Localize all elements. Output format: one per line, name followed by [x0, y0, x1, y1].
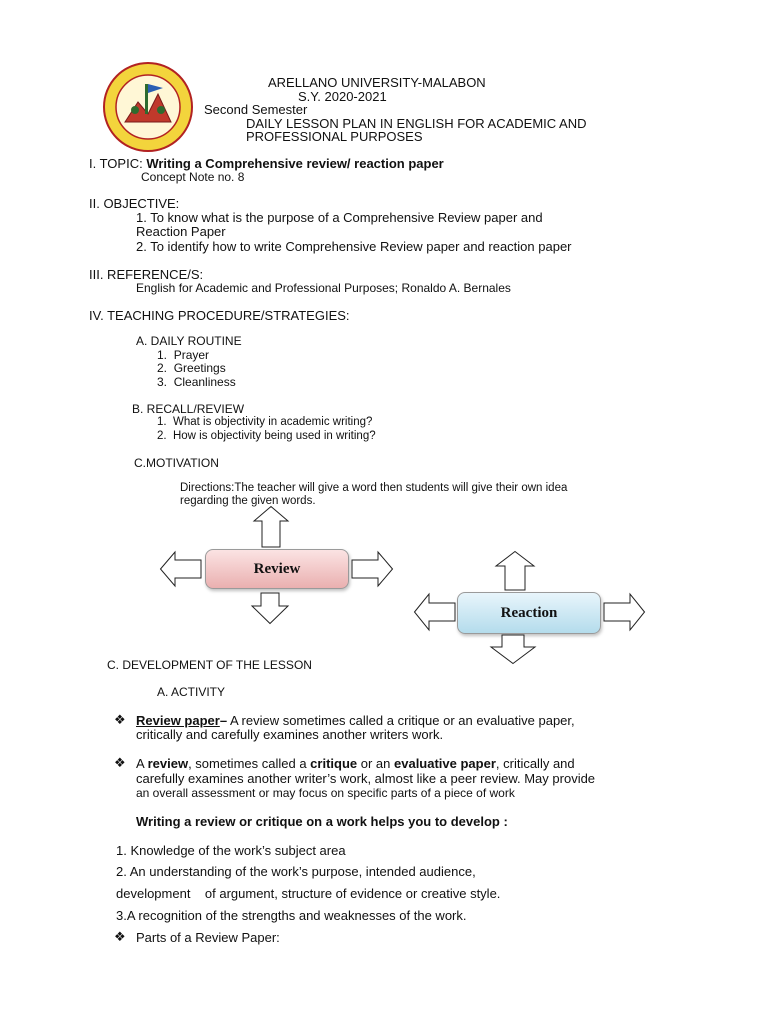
- lesson-plan-title-line1: DAILY LESSON PLAN IN ENGLISH FOR ACADEMIC AND: [246, 116, 587, 131]
- bullet2-line3: an overall assessment or may focus on specific parts of a piece of work: [136, 786, 515, 800]
- reaction-down-arrow-icon: [490, 634, 536, 664]
- reference-value: English for Academic and Professional Purposes; Ronaldo A. Bernales: [136, 281, 511, 295]
- list-item: 2. Greetings: [157, 361, 226, 375]
- list-item: 3. Cleanliness: [157, 375, 236, 389]
- text-run: A: [136, 756, 148, 771]
- list-item-text: Cleanliness: [173, 375, 236, 389]
- objective-item1-line2: Reaction Paper: [136, 224, 226, 239]
- point3: 3.A recognition of the strengths and weaknesses of the work.: [116, 908, 467, 923]
- reaction-left-arrow-icon: [414, 593, 456, 631]
- review-down-arrow-icon: [251, 592, 289, 624]
- bullet1-line2: critically and carefully examines another writers work.: [136, 727, 444, 742]
- list-item: 1. Prayer: [157, 348, 210, 362]
- develop-heading: Writing a review or critique on a work helps you to develop :: [136, 814, 508, 829]
- topic-label: I. TOPIC:: [89, 156, 147, 171]
- school-year: S.Y. 2020-2021: [298, 89, 387, 104]
- bullet1-rest: A review sometimes called a critique or an evaluative paper,: [227, 713, 575, 728]
- recall-label: B. RECALL/REVIEW: [132, 402, 245, 416]
- text-run: or an: [357, 756, 394, 771]
- reaction-right-arrow-icon: [603, 593, 645, 631]
- topic-value: Writing a Comprehensive review/ reaction paper: [146, 156, 444, 171]
- critique-term: critique: [310, 756, 358, 771]
- parts-heading: Parts of a Review Paper:: [136, 930, 280, 945]
- review-term: review: [147, 756, 189, 771]
- concept-note: Concept Note no. 8: [141, 170, 245, 184]
- bullet2-line1: [136, 756, 575, 771]
- review-up-arrow-icon: [253, 506, 289, 548]
- list-item-text: Greetings: [173, 361, 226, 375]
- text-run: , critically and: [495, 756, 575, 771]
- point1: 1. Knowledge of the work’s subject area: [116, 843, 346, 858]
- bullet2-line2: carefully examines another writer’s work, almost like a peer review. May provide: [136, 771, 596, 786]
- list-item: 1. What is objectivity in academic writing?: [157, 416, 373, 428]
- list-item-text: What is objectivity in academic writing?: [172, 416, 373, 428]
- directions-line2: regarding the given words.: [180, 495, 316, 507]
- reaction-box: Reaction: [457, 592, 601, 634]
- diamond-bullet-icon: ❖: [114, 712, 126, 727]
- review-paper-term: Review paper: [136, 713, 220, 728]
- development-label: C. DEVELOPMENT OF THE LESSON: [107, 658, 312, 672]
- lesson-plan-title-line2: PROFESSIONAL PURPOSES: [246, 129, 423, 144]
- objective-item2: 2. To identify how to write Comprehensive Review paper and reaction paper: [136, 239, 572, 254]
- evaluative-paper-term: evaluative paper: [394, 756, 496, 771]
- daily-routine-label: A. DAILY ROUTINE: [136, 334, 242, 348]
- list-item: 2. How is objectivity being used in writing?: [157, 430, 376, 442]
- university-name: ARELLANO UNIVERSITY-MALABON: [268, 75, 486, 90]
- review-box: Review: [205, 549, 349, 589]
- review-right-arrow-icon: [351, 551, 393, 587]
- university-seal-logo: [103, 62, 193, 152]
- diamond-bullet-icon: ❖: [114, 755, 126, 770]
- point2-line1: 2. An understanding of the work’s purpose, intended audience,: [116, 864, 476, 879]
- diamond-bullet-icon: ❖: [114, 929, 126, 944]
- topic-line: [89, 156, 444, 171]
- point2-line2: development of argument, structure of evidence or creative style.: [116, 886, 501, 901]
- seal-graphic: [103, 62, 193, 152]
- semester: Second Semester: [204, 102, 308, 117]
- motivation-label: C.MOTIVATION: [134, 456, 219, 470]
- procedure-label: IV. TEACHING PROCEDURE/STRATEGIES:: [89, 308, 350, 323]
- reference-label: III. REFERENCE/S:: [89, 267, 204, 282]
- review-left-arrow-icon: [160, 551, 202, 587]
- term-dash: –: [219, 713, 228, 728]
- objective-label: II. OBJECTIVE:: [89, 196, 180, 211]
- directions-line1: Directions:The teacher will give a word then students will give their own idea: [180, 482, 568, 494]
- list-item-text: Prayer: [173, 348, 210, 362]
- bullet1-line1: [136, 713, 575, 728]
- objective-item1-line1: 1. To know what is the purpose of a Comprehensive Review paper and: [136, 210, 543, 225]
- activity-label: A. ACTIVITY: [157, 685, 226, 699]
- reaction-up-arrow-icon: [495, 551, 535, 591]
- text-run: , sometimes called a: [188, 756, 311, 771]
- list-item-text: How is objectivity being used in writing?: [172, 430, 376, 442]
